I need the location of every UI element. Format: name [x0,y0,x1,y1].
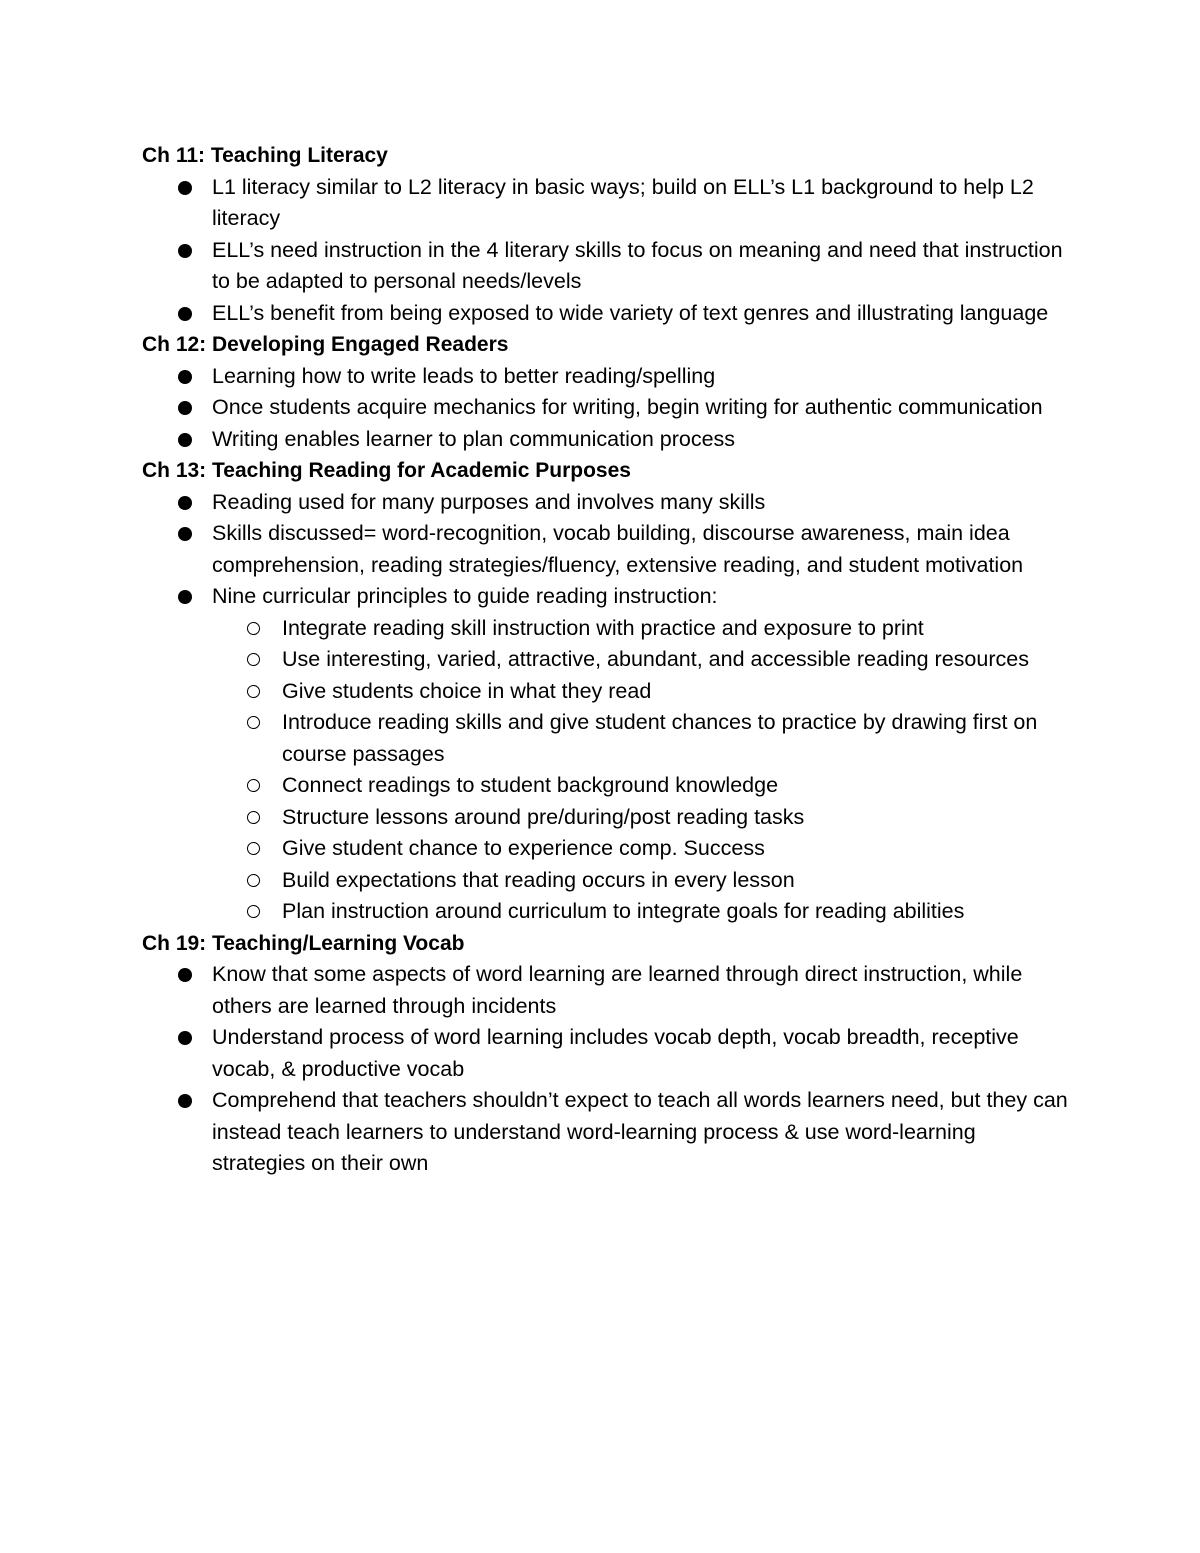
principles-list [212,613,1072,928]
section-heading-ch12: Ch 12: Developing Engaged Readers [142,333,509,356]
sub-list-item: Integrate reading skill instruction with practice and exposure to print [212,613,1072,645]
bullet-icon [178,1094,192,1108]
hollow-bullet-icon [247,842,260,855]
hollow-bullet-icon [247,811,260,824]
list-item: Understand process of word learning includes vocab depth, vocab breadth, receptive vocab, & productive vocab [142,1022,1072,1085]
section-heading-ch11: Ch 11: Teaching Literacy [142,144,388,167]
sub-list-item: Connect readings to student background knowledge [212,770,1072,802]
list-item: Comprehend that teachers shouldn’t expect to teach all words learners need, but they can instead teach learners to understand word-learning process & use word-learning strategies on their own [142,1085,1072,1180]
list-item: Writing enables learner to plan communication process [142,424,1072,456]
hollow-bullet-icon [247,622,260,635]
bullet-icon [178,370,192,384]
section-heading-ch13: Ch 13: Teaching Reading for Academic Purposes [142,459,631,482]
document-page [142,140,1072,1180]
sub-list-item: Introduce reading skills and give student chances to practice by drawing first on course passages [212,707,1072,770]
section-heading-ch19: Ch 19: Teaching/Learning Vocab [142,931,465,955]
list-item: Reading used for many purposes and involves many skills [142,487,1072,519]
bullet-icon [178,181,192,195]
bullet-icon [178,244,192,258]
sub-list-item: Structure lessons around pre/during/post reading tasks [212,802,1072,834]
bullet-list-ch12 [142,361,1072,456]
bullet-icon [178,496,192,510]
bullet-list-ch11 [142,172,1072,330]
hollow-bullet-icon [247,653,260,666]
sub-list-item: Plan instruction around curriculum to integrate goals for reading abilities [212,896,1072,928]
list-item: Once students acquire mechanics for writing, begin writing for authentic communication [142,392,1072,424]
bullet-list-ch19 [142,959,1072,1180]
sub-list-item: Give students choice in what they read [212,676,1072,708]
sub-list-item: Build expectations that reading occurs in every lesson [212,865,1072,897]
bullet-icon [178,401,192,415]
bullet-list-ch13 [142,487,1072,928]
bullet-icon [178,527,192,541]
bullet-icon [178,1031,192,1045]
sub-list-item: Use interesting, varied, attractive, abundant, and accessible reading resources [212,644,1072,676]
hollow-bullet-icon [247,779,260,792]
bullet-icon [178,590,192,604]
hollow-bullet-icon [247,905,260,918]
hollow-bullet-icon [247,716,260,729]
bullet-icon [178,968,192,982]
list-item: ELL’s need instruction in the 4 literary skills to focus on meaning and need that instruction to be adapted to personal needs/levels [142,235,1072,298]
list-item: Skills discussed= word-recognition, vocab building, discourse awareness, main idea comprehension, reading strategies/fluency, extensive reading, and student motivation [142,518,1072,581]
list-item: ELL’s benefit from being exposed to wide variety of text genres and illustrating language [142,298,1072,330]
list-item: L1 literacy similar to L2 literacy in basic ways; build on ELL’s L1 background to help L2 literacy [142,172,1072,235]
hollow-bullet-icon [247,874,260,887]
bullet-icon [178,433,192,447]
list-item: Learning how to write leads to better reading/spelling [142,361,1072,393]
list-item: Nine curricular principles to guide reading instruction: Integrate reading skill instruction with practice and exposure to print Use interesting, varied, attractive, abundant, and accessible reading resources Give students choice in what they read Introduce reading skills and give student chances to practice by drawing first on course passages Connect readings to student background knowledge Structure lessons around pre/during/post reading tasks Give student chance to experience comp. Success Build expectations that reading occurs in every lesson Plan instruction around curriculum to integrate goals for reading abilities [142,581,1072,928]
list-item: Know that some aspects of word learning are learned through direct instruction, while others are learned through incidents [142,959,1072,1022]
bullet-icon [178,307,192,321]
hollow-bullet-icon [247,685,260,698]
sub-list-item: Give student chance to experience comp. Success [212,833,1072,865]
